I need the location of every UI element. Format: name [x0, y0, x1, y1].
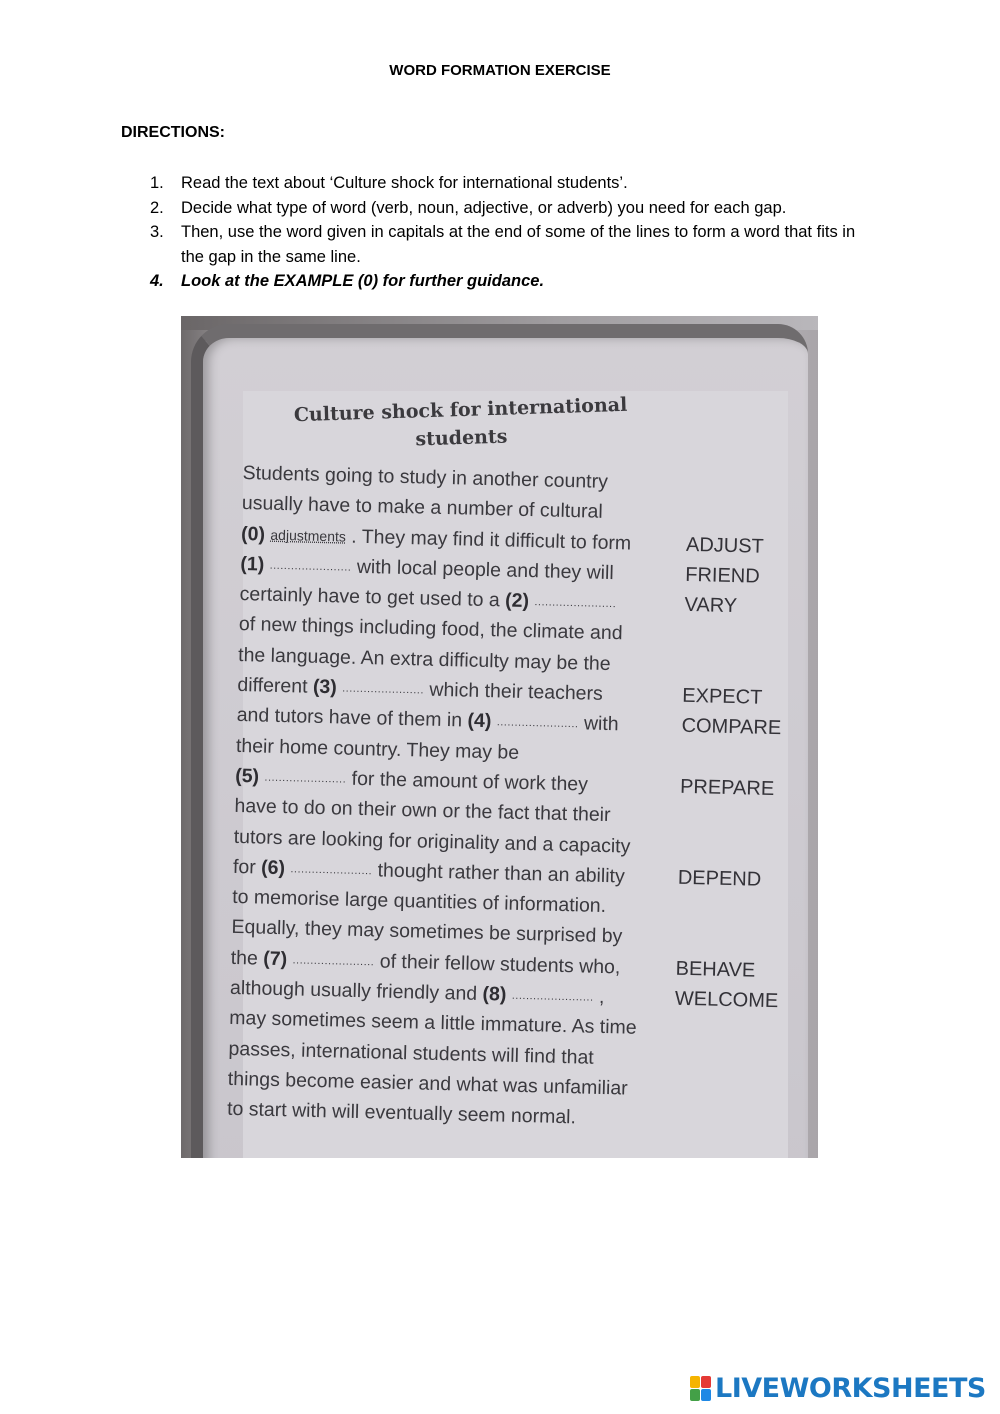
gap-label: (2)	[504, 589, 530, 613]
logo-text: LIVEWORKSHEETS	[715, 1373, 986, 1404]
step-number: 3.	[150, 223, 164, 241]
gap-label: (8)	[482, 983, 507, 1006]
step-number: 4.	[150, 272, 164, 290]
step-number: 1.	[150, 174, 164, 192]
article-line: of new things including food, the climate and	[238, 613, 623, 645]
article-line: for (6) ....................... thought rather than an ability DEPEND	[233, 852, 794, 896]
article-line: their home country. They may be	[235, 734, 520, 764]
step-number: 2.	[150, 198, 164, 217]
keyword-compare: COMPARE	[681, 715, 782, 740]
gap-blank-4[interactable]: .......................	[496, 716, 579, 731]
gap-label: (1)	[240, 552, 265, 576]
textbook-photo	[181, 316, 818, 1158]
article-line: Students going to study in another country	[242, 461, 609, 493]
direction-step	[150, 171, 870, 196]
article-line: (1) ....................... with local people and they will FRIEND	[240, 549, 801, 593]
article-line: may sometimes seem a little immature. As time	[229, 1007, 637, 1040]
keyword-behave: BEHAVE	[675, 957, 756, 982]
article-title-line1: Culture shock for international	[293, 393, 628, 427]
article-line: certainly have to get used to a (2) ....................... VARY	[239, 579, 800, 623]
gap-blank-2[interactable]: .......................	[534, 596, 617, 611]
gap-label: (5)	[234, 764, 260, 788]
article-line: have to do on their own or the fact that their	[234, 795, 611, 827]
gap-label: (6)	[260, 856, 286, 880]
gap-blank-5[interactable]: .......................	[264, 771, 347, 786]
keyword-friend: FRIEND	[685, 563, 760, 588]
direction-step	[150, 220, 870, 269]
article-line: to memorise large quantities of information.	[232, 886, 607, 918]
gap-blank-6[interactable]: .......................	[290, 863, 373, 878]
article-line: to start with will eventually seem normal.	[226, 1098, 577, 1129]
liveworksheets-logo[interactable]	[690, 1373, 986, 1404]
gap-label: (4)	[467, 709, 492, 733]
worksheet-title: WORD FORMATION EXERCISE	[389, 62, 611, 79]
gap-label: (0)	[240, 522, 266, 546]
direction-step	[150, 269, 870, 294]
gap-blank-3[interactable]: .......................	[342, 682, 425, 697]
article-line: passes, international students will find that	[228, 1037, 595, 1069]
gap-blank-1[interactable]: .......................	[269, 559, 352, 574]
article-body	[227, 458, 803, 1138]
article-line: Equally, they may sometimes be surprised by	[231, 916, 623, 948]
article-line: and tutors have of them in (4) ....................... with COMPARE	[236, 700, 797, 744]
step-text: Look at the EXAMPLE (0) for further guidance.	[181, 272, 545, 290]
step-text: Read the text about ‘Culture shock for international students’.	[181, 174, 628, 192]
example-answer: adjustments	[270, 526, 347, 545]
keyword-depend: DEPEND	[677, 866, 762, 891]
article-line: usually have to make a number of cultural	[241, 492, 604, 524]
logo-icon	[690, 1376, 712, 1402]
gap-blank-8[interactable]: .......................	[511, 989, 594, 1004]
article-line: the language. An extra difficulty may be the	[237, 643, 611, 675]
article-title-line2: students	[415, 425, 508, 451]
keyword-expect: EXPECT	[682, 684, 763, 709]
gap-label: (3)	[312, 675, 338, 699]
keyword-adjust: ADJUST	[685, 533, 765, 558]
article-line: the (7) ....................... of their fellow students who, BEHAVE	[230, 943, 791, 987]
gap-label: (7)	[263, 947, 288, 970]
direction-step	[150, 196, 870, 221]
article-line: (0) adjustments . They may find it difficult to form ADJUST	[241, 519, 802, 563]
article-line: different (3) ....................... which their teachers EXPECT	[237, 670, 798, 714]
article-line: things become easier and what was unfamiliar	[227, 1067, 628, 1100]
keyword-vary: VARY	[684, 594, 738, 618]
directions-heading: DIRECTIONS:	[121, 124, 225, 141]
article-line: (5) ....................... for the amount of work they PREPARE	[235, 761, 796, 805]
step-text: Decide what type of word (verb, noun, adjective, or adverb) you need for each gap.	[181, 198, 787, 217]
keyword-prepare: PREPARE	[679, 775, 775, 801]
gap-blank-7[interactable]: .......................	[292, 954, 375, 969]
article-line: tutors are looking for originality and a capacity	[233, 825, 631, 858]
directions-list	[150, 171, 870, 294]
keyword-welcome: WELCOME	[674, 987, 779, 1013]
article-line: although usually friendly and (8) ....................... , WELCOME	[230, 973, 791, 1017]
step-text: Then, use the word given in capitals at the end of some of the lines to form a word that fits in the gap in the same line.	[181, 223, 856, 266]
